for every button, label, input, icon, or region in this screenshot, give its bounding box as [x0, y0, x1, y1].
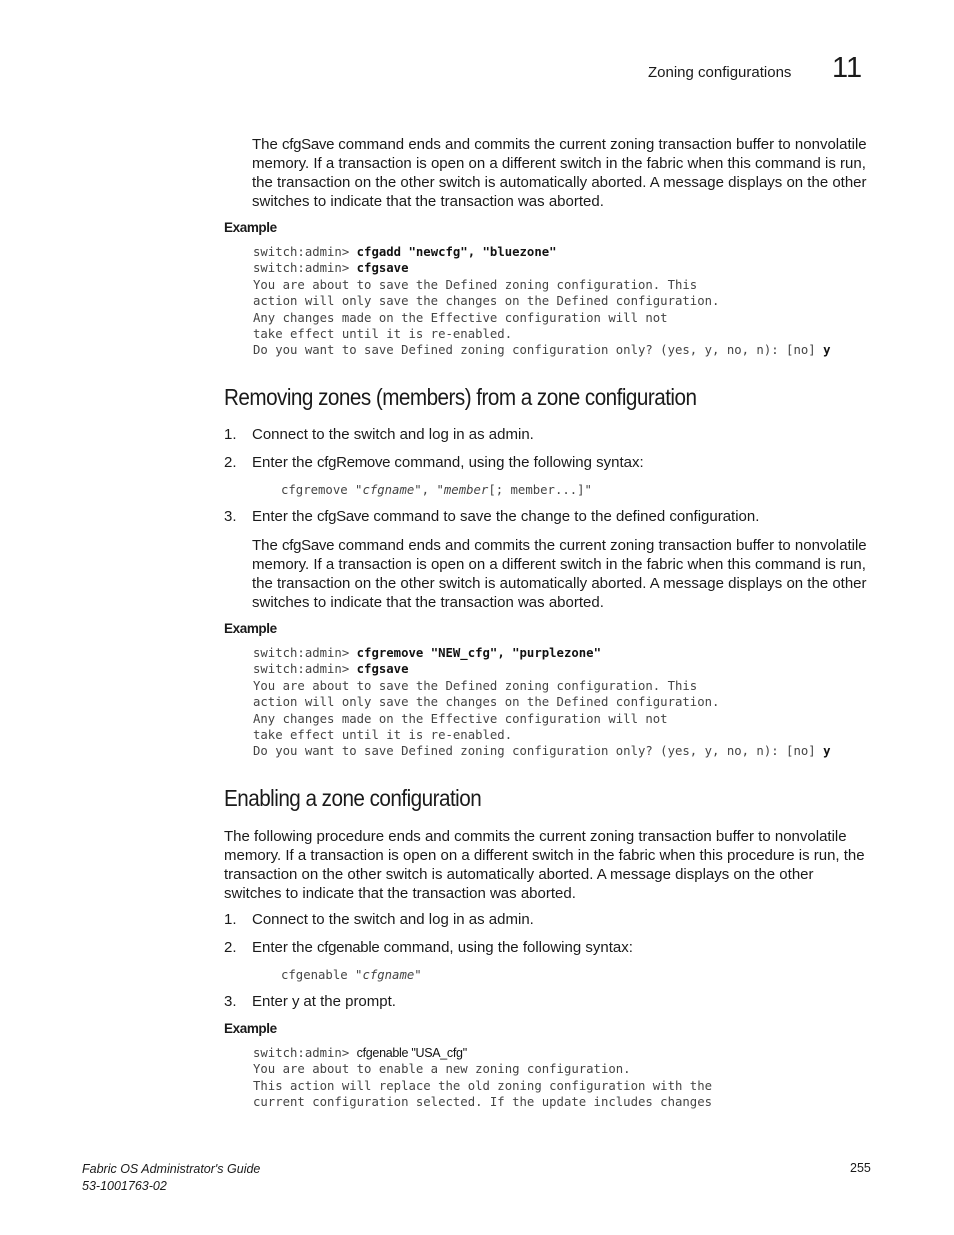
page-number: 255 — [850, 1161, 871, 1175]
chapter-number: 11 — [832, 52, 863, 84]
example-label: Example — [224, 1021, 277, 1036]
footer-title: Fabric OS Administrator's Guide — [82, 1162, 261, 1176]
command-name: cfgenable — [317, 939, 380, 956]
step-number: 3. — [224, 508, 237, 525]
command-name: cfgSave — [317, 508, 370, 525]
step-text: Connect to the switch and log in as admin. — [252, 911, 534, 928]
running-header-section: Zoning configurations — [648, 64, 792, 81]
code-block: switch:admin> cfgenable "USA_cfg" You are about to enable a new zoning configuration. This action will replace the old zoning configuration with the current configuration selected. If the update includes changes — [253, 1046, 713, 1110]
section-heading: Enabling a zone configuration — [224, 785, 482, 811]
example-label: Example — [224, 621, 277, 636]
footer-doc-info — [82, 1161, 260, 1195]
step-number: 1. — [224, 426, 237, 443]
step-text: Enter the cfgSave command to save the change to the defined configuration. — [252, 508, 760, 525]
step-note-paragraph: The cfgSave command ends and commits the current zoning transaction buffer to nonvolatile memory. If a transaction is open on a different switch in the fabric when this command is run, the transaction on the other switch is automatically aborted. A message displays on the other switches to indicate that the transaction was aborted. — [252, 537, 867, 611]
example-label: Example — [224, 220, 277, 235]
step-text: Enter y at the prompt. — [252, 993, 396, 1010]
section-heading: Removing zones (members) from a zone configuration — [224, 384, 697, 410]
step-number: 2. — [224, 454, 237, 471]
command-name: cfgSave — [282, 136, 335, 153]
command-name: y — [292, 993, 300, 1010]
step-text: Enter the cfgenable command, using the following syntax: — [252, 939, 633, 956]
step-number: 1. — [224, 911, 237, 928]
intro-paragraph: The cfgSave command ends and commits the current zoning transaction buffer to nonvolatile memory. If a transaction is open on a different switch in the fabric when this command is run, the transaction on the other switch is automatically aborted. A message displays on the other switches to indicate that the transaction was aborted. — [252, 136, 867, 210]
step-text: Enter the cfgRemove command, using the following syntax: — [252, 454, 644, 471]
footer-doc-number: 53-1001763-02 — [82, 1179, 167, 1193]
step-text: Connect to the switch and log in as admin. — [252, 426, 534, 443]
section-intro-paragraph: The following procedure ends and commits the current zoning transaction buffer to nonvolatile memory. If a transaction is open on a different switch in the fabric when this procedure is run, the transaction on the other switch is automatically aborted. A message displays on the other switches to indicate that the transaction was aborted. — [224, 828, 865, 902]
step-number: 2. — [224, 939, 237, 956]
code-block: switch:admin> cfgremove "NEW_cfg", "purplezone" switch:admin> cfgsave You are about to save the Defined zoning configuration. This action will only save the changes on the Defined configuration. Any changes made on the Effective configuration will not take effect until it is re-enabled. Do you want to save Defined zoning configuration only? (yes, y, no, n): [no] y — [253, 646, 831, 759]
syntax-line: cfgremove "cfgname", "member[; member...]" — [281, 483, 592, 497]
command-name: cfgRemove — [317, 454, 391, 471]
step-number: 3. — [224, 993, 237, 1010]
syntax-line: cfgenable "cfgname" — [281, 968, 422, 982]
command-name: cfgSave — [282, 537, 335, 554]
code-block: switch:admin> cfgadd "newcfg", "bluezone" switch:admin> cfgsave You are about to save the Defined zoning configuration. This action will only save the changes on the Defined configuration. Any changes made on the Effective configuration will not take effect until it is re-enabled. Do you want to save Defined zoning configuration only? (yes, y, no, n): [no] y — [253, 245, 831, 358]
